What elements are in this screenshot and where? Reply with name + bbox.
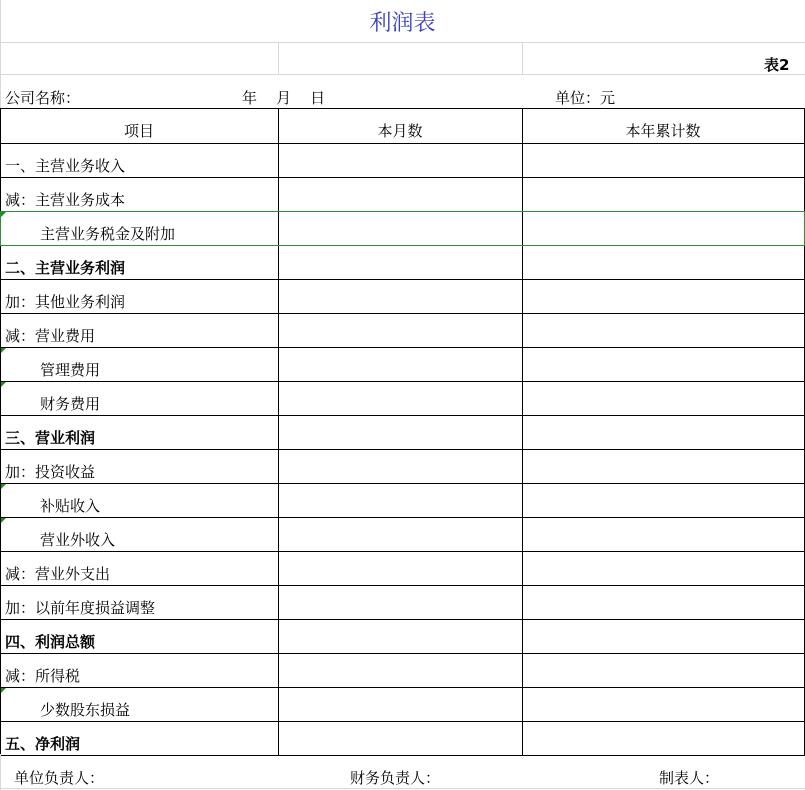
cell-month-value[interactable] [279, 450, 522, 483]
unit-head-label: 单位负责人： [14, 769, 105, 787]
cell-month-value[interactable] [279, 620, 522, 653]
cell-month-value[interactable] [279, 382, 522, 415]
table-rule-horizontal [0, 108, 805, 109]
cell-comment-marker [1, 348, 6, 353]
row-label: 财务费用 [40, 395, 101, 413]
row-label: 二、主营业务利润 [5, 259, 126, 277]
cell-ytd-value[interactable] [523, 178, 804, 211]
cell-ytd-value[interactable] [523, 450, 804, 483]
gridline [0, 74, 805, 75]
cell-month-value[interactable] [279, 178, 522, 211]
row-label: 减：所得税 [5, 667, 81, 685]
cell-ytd-value[interactable] [523, 314, 804, 347]
preparer-label: 制表人： [659, 769, 720, 787]
unit-label: 单位：元 [555, 89, 616, 107]
page-title: 利润表 [369, 11, 436, 36]
cell-comment-marker [1, 484, 6, 489]
cell-ytd-value[interactable] [523, 688, 804, 721]
cell-month-value[interactable] [279, 654, 522, 687]
row-label: 一、主营业务收入 [5, 157, 126, 175]
row-label: 三、营业利润 [5, 429, 96, 447]
gridline [0, 788, 805, 789]
cell-month-value[interactable] [279, 518, 522, 551]
cell-month-value[interactable] [279, 246, 522, 279]
row-label: 主营业务税金及附加 [40, 225, 176, 243]
gridline [0, 0, 1, 109]
table-rule-vertical [0, 108, 1, 756]
cell-month-value[interactable] [279, 722, 522, 755]
finance-head-label: 财务负责人： [350, 769, 441, 787]
cell-month-value[interactable] [279, 280, 522, 313]
cell-month-value[interactable] [279, 416, 522, 449]
cell-ytd-value[interactable] [523, 348, 804, 381]
gridline [0, 754, 1, 790]
column-header-ytd: 本年累计数 [625, 122, 701, 140]
cell-month-value[interactable] [279, 348, 522, 381]
row-label: 加：投资收益 [5, 463, 96, 481]
row-label: 四、利润总额 [5, 633, 96, 651]
cell-ytd-value[interactable] [523, 586, 804, 619]
company-name-label: 公司名称： [5, 89, 81, 107]
cell-ytd-value[interactable] [523, 416, 804, 449]
row-label: 减：主营业务成本 [5, 191, 126, 209]
row-label: 营业外收入 [40, 531, 116, 549]
cell-month-value[interactable] [279, 552, 522, 585]
cell-comment-marker [1, 382, 6, 387]
row-label: 补贴收入 [40, 497, 101, 515]
gridline [522, 43, 523, 74]
cell-comment-marker [1, 518, 6, 523]
table-rule-horizontal [0, 755, 805, 756]
row-label: 加：以前年度损益调整 [5, 599, 156, 617]
cell-ytd-value[interactable] [523, 246, 804, 279]
cell-ytd-value[interactable] [523, 654, 804, 687]
gridline [0, 42, 805, 43]
gridline [278, 43, 279, 74]
row-label: 减：营业费用 [5, 327, 96, 345]
column-header-month: 本月数 [377, 122, 423, 140]
cell-comment-marker [1, 688, 6, 693]
date-label: 年 月 日 [242, 89, 326, 107]
cell-ytd-value[interactable] [523, 552, 804, 585]
row-label: 减：营业外支出 [5, 565, 111, 583]
row-label: 管理费用 [40, 361, 101, 379]
cell-month-value[interactable] [279, 586, 522, 619]
cell-ytd-value[interactable] [523, 484, 804, 517]
cell-ytd-value[interactable] [523, 722, 804, 755]
table-number: 表2 [764, 56, 790, 74]
cell-month-value[interactable] [279, 314, 522, 347]
row-label: 加：其他业务利润 [5, 293, 126, 311]
row-label: 五、净利润 [5, 735, 81, 753]
cell-month-value[interactable] [279, 688, 522, 721]
cell-ytd-value[interactable] [523, 280, 804, 313]
row-label: 少数股东损益 [40, 701, 131, 719]
cell-ytd-value[interactable] [523, 518, 804, 551]
cell-month-value[interactable] [279, 144, 522, 177]
column-header-item: 项目 [123, 122, 154, 140]
cell-month-value[interactable] [279, 484, 522, 517]
cell-ytd-value[interactable] [523, 144, 804, 177]
cell-ytd-value[interactable] [523, 620, 804, 653]
selected-row-highlight [0, 211, 805, 246]
cell-ytd-value[interactable] [523, 382, 804, 415]
